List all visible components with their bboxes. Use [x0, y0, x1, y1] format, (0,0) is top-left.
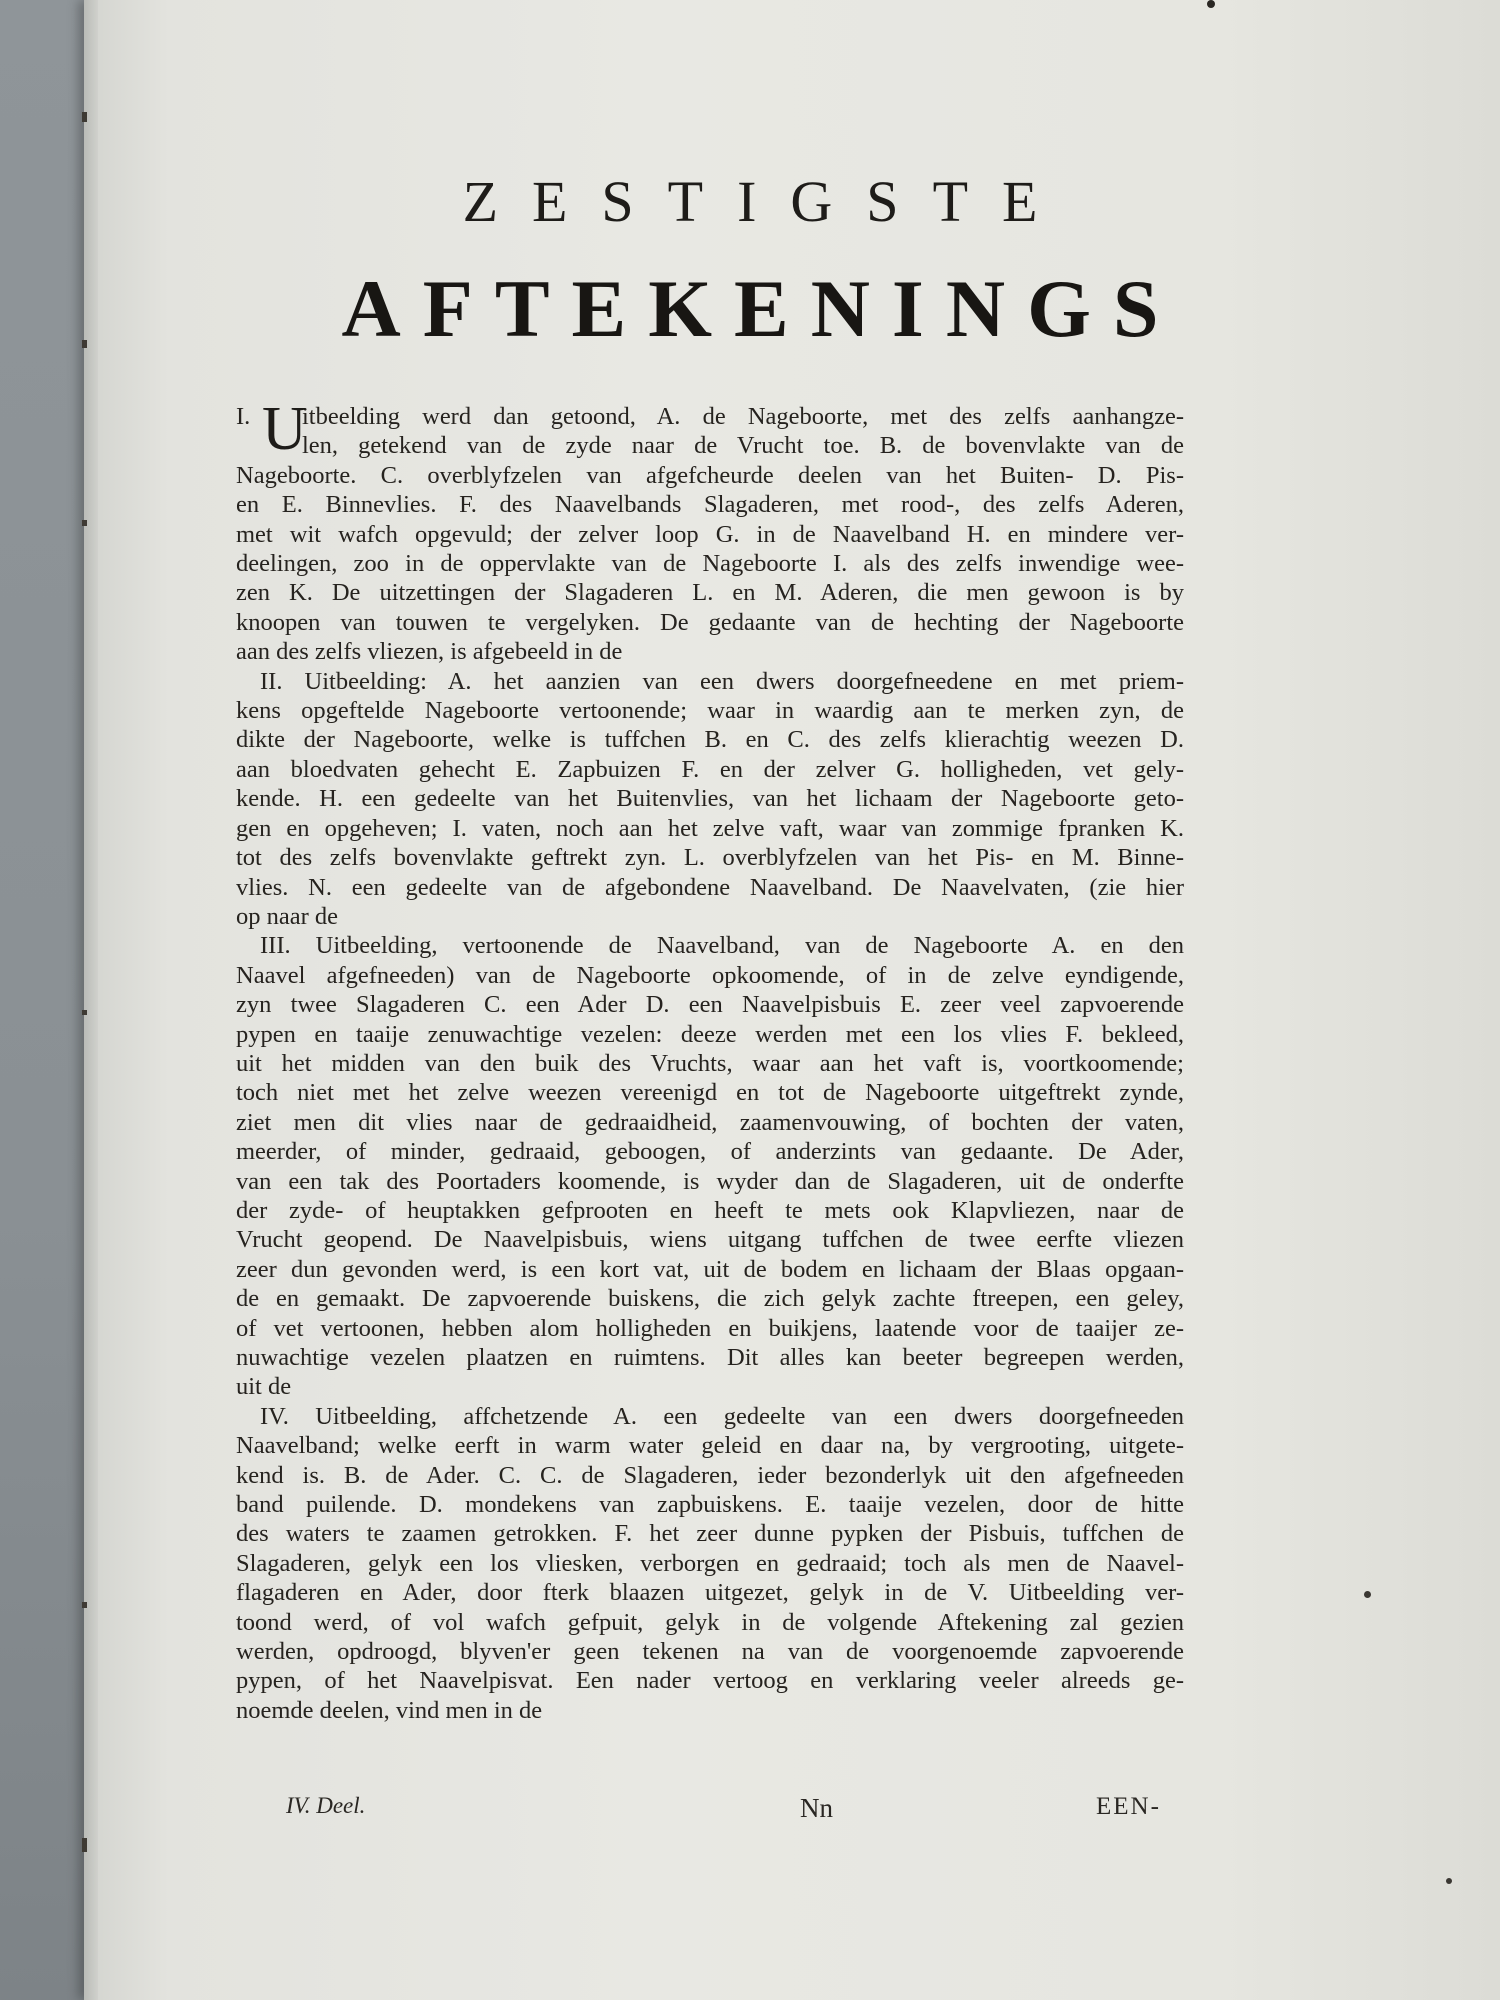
- text-line: zen K. De uitzettingen der Slagaderen L. en M. Aderen, die men gewoon is by: [236, 579, 1184, 607]
- text-line: itbeelding werd dan getoond, A. de Nageboorte, met des zelfs aanhangze-: [302, 403, 1184, 430]
- ink-speck: [1446, 1878, 1452, 1884]
- text-line: gen en opgeheven; I. vaten, noch aan het zelve vaft, waar van zommige fpranken K.: [236, 814, 1184, 842]
- text-line: op naar de: [236, 902, 339, 930]
- text-line: kens opgeftelde Nageboorte vertoonende; waar in waardig aan te merken zyn, de: [236, 697, 1184, 725]
- text-line: dikte der Nageboorte, welke is tuffchen B. en C. des zelfs klierachtig weezen D.: [236, 726, 1184, 754]
- text-line: zeer dun gevonden werd, is een kort vat, uit de bodem en lichaam der Blaas opgaan-: [236, 1255, 1184, 1283]
- text-line: uit de: [236, 1373, 292, 1401]
- text-line: Vrucht geopend. De Naavelpisbuis, wiens uitgang tuffchen de twee eerfte vliezen: [236, 1226, 1184, 1254]
- text-line: pypen en taaije zenuwachtige vezelen: deeze werden met een los vlies F. bekleed,: [236, 1020, 1184, 1048]
- text-line: toch niet met het zelve weezen vereenigd en tot de Nageboorte uitgeftrekt zynde,: [236, 1079, 1184, 1107]
- text-line: zyn twee Slagaderen C. een Ader D. een Naavelpisbuis E. zeer veel zapvoerende: [236, 991, 1184, 1019]
- page-edge-mark: [82, 1010, 87, 1015]
- text-line: III. Uitbeelding, vertoonende de Naavelband, van de Nageboorte A. en den: [260, 932, 1184, 960]
- text-line: de en gemaakt. De zapvoerende buiskens, die zich gelyk zachte ftreepen, een geley,: [236, 1285, 1184, 1313]
- text-line: meerder, of minder, gedraaid, geboogen, of anderzints van gedaante. De Ader,: [236, 1138, 1184, 1166]
- footer-catchword: EEN-: [1096, 1793, 1161, 1820]
- heading-aftekenings: AFTEKENINGS: [341, 263, 1181, 354]
- page-edge-mark: [82, 112, 87, 122]
- text-line: kend is. B. de Ader. C. C. de Slagaderen, ieder bezonderlyk uit den afgefneeden: [236, 1461, 1184, 1489]
- text-line: der zyde- of heuptakken gefprooten en heeft te mets ook Klapvliezen, naar de: [236, 1196, 1184, 1224]
- text-line: len, getekend van de zyde naar de Vrucht toe. B. de bovenvlakte van de: [302, 432, 1184, 460]
- text-line: kende. H. een gedeelte van het Buitenvlies, van het lichaam der Nageboorte geto-: [236, 785, 1184, 813]
- page-edge-mark: [82, 1838, 87, 1852]
- text-line: uit het midden van den buik des Vruchts, waar aan het vaft is, voortkoomende;: [236, 1049, 1184, 1077]
- text-line: van een tak des Poortaders koomende, is wyder dan de Slagaderen, uit de onderfte: [236, 1167, 1184, 1195]
- text-line: IV. Uitbeelding, affchetzende A. een gedeelte van een dwers doorgefneeden: [260, 1402, 1184, 1430]
- text-line: Nageboorte. C. overblyfzelen van afgefcheurde deelen van het Buiten- D. Pis-: [236, 461, 1184, 489]
- footer-signature: Nn: [800, 1793, 833, 1823]
- ink-speck: [1364, 1591, 1371, 1598]
- text-line: vlies. N. een gedeelte van de afgebondene Naavelband. De Naavelvaten, (zie hier: [236, 873, 1184, 901]
- text-line: Naavel afgefneeden) van de Nageboorte opkoomende, of in de zelve eyndigende,: [236, 961, 1184, 989]
- text-line: pypen, of het Naavelpisvat. Een nader vertoog en verklaring veeler alreeds ge-: [236, 1667, 1184, 1695]
- text-line: des waters te zaamen getrokken. F. het zeer dunne pypken der Pisbuis, tuffchen de: [236, 1520, 1184, 1548]
- heading-zestigste: ZESTIGSTE: [462, 169, 1072, 234]
- text-line: band puilende. D. mondekens van zapbuiskens. E. taaije vezelen, door de hitte: [236, 1491, 1184, 1519]
- text-line: tot des zelfs bovenvlakte geftrekt zyn. L. overblyfzelen van het Pis- en M. Binne-: [236, 844, 1184, 872]
- text-line: noemde deelen, vind men in de: [236, 1696, 543, 1724]
- text-line: aan des zelfs vliezen, is afgebeeld in de: [236, 638, 623, 666]
- text-line: aan bloedvaten gehecht E. Zapbuizen F. en der zelver G. holligheden, vet gely-: [236, 755, 1184, 783]
- text-line: knoopen van touwen te vergelyken. De gedaante van de hechting der Nageboorte: [236, 608, 1184, 636]
- text-line: Naavelband; welke eerft in warm water geleid en daar na, by vergrooting, uitgete-: [236, 1432, 1184, 1460]
- section-number-first: I.: [236, 403, 251, 430]
- drop-cap: U: [262, 395, 307, 463]
- text-line: flagaderen en Ader, door fterk blaazen uitgezet, gelyk in de V. Uitbeelding ver-: [236, 1579, 1184, 1607]
- text-line: ziet men dit vlies naar de gedraaidheid, zaamenvouwing, of bochten der vaten,: [236, 1108, 1184, 1136]
- page-edge-mark: [82, 1602, 87, 1608]
- page-edge-mark: [82, 520, 87, 526]
- text-line: werden, opdroogd, blyven'er geen tekenen na van de voorgenoemde zapvoerende: [236, 1638, 1184, 1666]
- text-line: en E. Binnevlies. F. des Naavelbands Slagaderen, met rood-, des zelfs Aderen,: [236, 491, 1184, 519]
- text-line: Slagaderen, gelyk een los vliesken, verborgen en gedraaid; toch als men de Naavel-: [236, 1549, 1184, 1577]
- footer-volume: IV. Deel.: [286, 1793, 366, 1818]
- corner-ink-mark: [1207, 0, 1215, 8]
- text-line: of vet vertoonen, hebben alom holligheden en buikjens, laatende voor de taaijer ze-: [236, 1314, 1184, 1342]
- text-line: deelingen, zoo in de oppervlakte van de Nageboorte I. als des zelfs inwendige wee-: [236, 550, 1184, 578]
- text-line: nuwachtige vezelen plaatzen en ruimtens. Dit alles kan beeter begreepen werden,: [236, 1344, 1184, 1371]
- text-line: toond werd, of vol wafch gefpuit, gelyk in de volgende Aftekening zal gezien: [236, 1608, 1184, 1636]
- text-line: II. Uitbeelding: A. het aanzien van een dwers doorgefneedene en met priem-: [260, 667, 1184, 695]
- body-text: [236, 395, 1184, 1725]
- text-line: met wit wafch opgevuld; der zelver loop G. in de Naavelband H. en mindere ver-: [236, 520, 1184, 548]
